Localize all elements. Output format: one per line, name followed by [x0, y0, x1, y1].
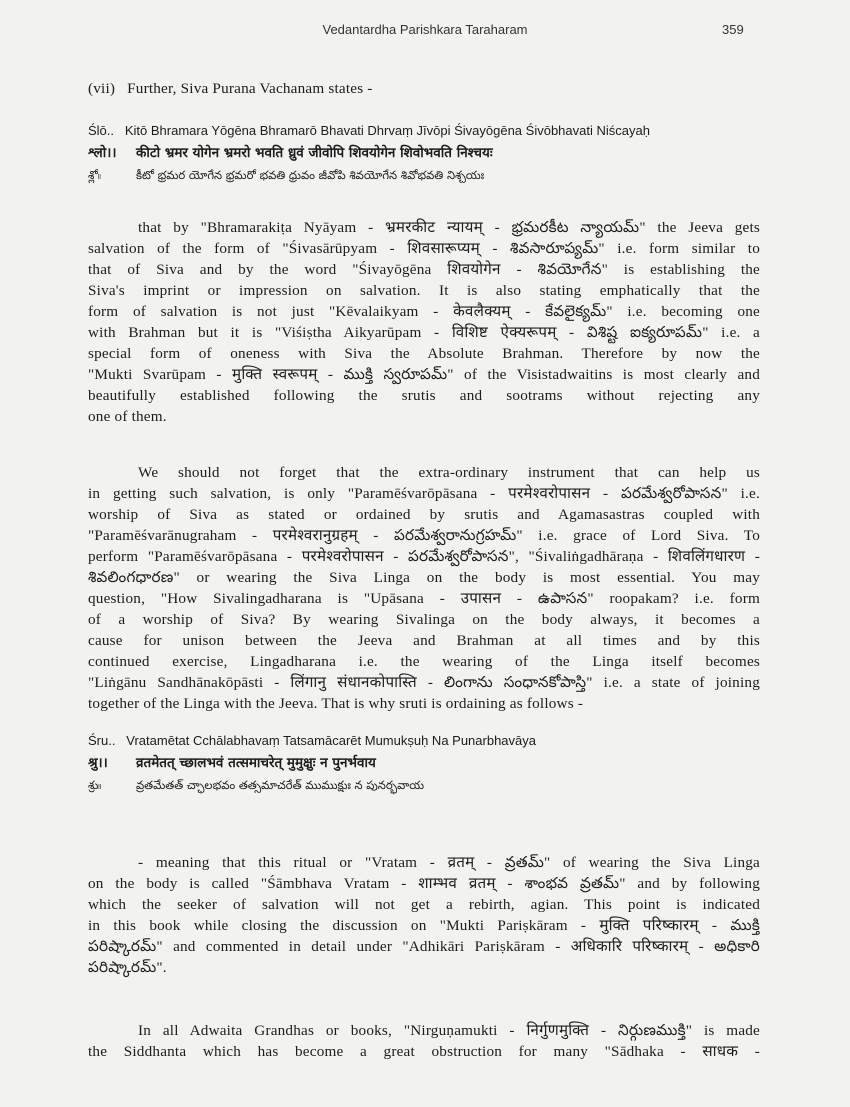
para1-line-7: special form of oneness with Siva the Absolute Brahman. Therefore by now the	[88, 345, 760, 362]
sloka-verse	[88, 120, 760, 186]
section-vii-intro: (vii) Further, Siva Purana Vachanam states -	[88, 80, 373, 97]
para4-line-1: In all Adwaita Grandhas or books, "Nirguṇamukti - निर्गुणमुक्ति - నిర్గుణముక్తి" is made	[138, 1022, 760, 1039]
para2-line-8: of a worship of Siva? By wearing Sivalinga on the body always, it becomes a	[88, 611, 760, 628]
para2-line-7: question, "How Sivalingadharana is "Upāsana - उपासन - ఉపాసన" roopakam? i.e. form	[88, 590, 760, 607]
paragraph-3	[88, 852, 760, 978]
para2-line-11: "Liṅgānu Sandhānakōpāsti - लिंगानु संधानकोपास्ति - లింగాను సంధానకోపాస్తి" i.e. a state of joining	[88, 674, 760, 691]
sruti-devanagari: व्रतमेतत् च्छालभवं तत्समाचरेत् मुमुक्षुः न पुनर्भवाय	[136, 755, 376, 771]
para2-line-9: cause for unison between the Jeeva and Brahman at all times and by this	[88, 632, 760, 649]
para2-line-1: We should not forget that the extra-ordinary instrument that can help us	[138, 464, 760, 481]
para1-line-4: Siva's imprint or impression on salvation. It is also stating emphatically that the	[88, 282, 760, 299]
sloka-telugu-prefix: శ్లో။	[88, 168, 102, 182]
sloka-devanagari-line	[88, 142, 760, 164]
sruti-telugu-prefix: శ్రు။	[88, 778, 102, 792]
para2-line-10: continued exercise, Lingadharana i.e. the wearing of the Linga itself becomes	[88, 653, 760, 670]
sruti-devanagari-prefix: श्रु।।	[88, 755, 108, 771]
para1-line-2: salvation of the form of "Śivasārūpyam - शिवसारूप्यम् - శివసారూప్యమ్" i.e. form similar to	[88, 240, 760, 257]
para2-line-4: "Paramēśvarānugraham - परमेश्वरानुग्रहम् - పరమేశ్వరానుగ్రహమ్" i.e. grace of Lord Siva. To	[88, 527, 760, 544]
para3-line-5: పరిష్కారమ్" and commented in detail under "Adhikāri Pariṣkāram - अधिकारि परिष्कारम् - అధికారి	[88, 938, 760, 955]
para4-line-2: the Siddhanta which has become a great obstruction for many "Sādhaka - साधक -	[88, 1043, 760, 1060]
para1-line-9: beautifully established following the srutis and sootrams without rejecting any	[88, 387, 760, 404]
para3-line-3: which the seeker of salvation will not get a rebirth, agian. This point is indicated	[88, 896, 760, 913]
sruti-roman: Śru.. Vratamētat Cchālabhavaṃ Tatsamācarēt Mumukṣuḥ Na Punarbhavāya	[88, 733, 536, 748]
sloka-roman: Ślō.. Kitō Bhramara Yōgēna Bhramarō Bhavati Dhrvaṃ Jīvōpi Śivayōgēna Śivōbhavati Niścayaḥ	[88, 123, 650, 138]
para1-line-6: with Brahman but it is "Viśiṣtha Aikyarūpam - विशिष्ट ऐक्यरूपम् - విశిష్ట ఐక్యరూపమ్" i.e. a	[88, 324, 760, 341]
para1-line-1: that by "Bhramarakiṭa Nyāyam - भ्रमरकीट न्यायम् - భ్రమరకీట న్యాయమ్" the Jeeva gets	[138, 219, 760, 236]
sruti-telugu-line	[88, 774, 760, 796]
page-number: 359	[722, 22, 744, 37]
para1-line-8: "Mukti Svarūpam - मुक्ति स्वरूपम् - ముక్తి స్వరూపమ్" of the Visistadwaitins is most clearly and	[88, 366, 760, 383]
sruti-devanagari-line	[88, 752, 760, 774]
paragraph-2	[88, 462, 760, 714]
paragraph-4	[88, 1020, 760, 1062]
sloka-devanagari-prefix: श्लो।।	[88, 145, 117, 161]
para2-line-3: worship of Siva as stated or ordained by srutis and Agamasastras coupled with	[88, 506, 760, 523]
para3-line-2: on the body is called "Śāmbhava Vratam - शाम्भव व्रतम् - శాంభవ వ్రతమ్" and by following	[88, 875, 760, 892]
sloka-devanagari: कीटो भ्रमर योगेन भ्रमरो भवति ध्रुवं जीवोपि शिवयोगेन शिवोभवति निश्चयः	[136, 145, 493, 161]
para3-line-1: - meaning that this ritual or "Vratam - व्रतम् - వ్రతమ్" of wearing the Siva Linga	[138, 854, 760, 871]
para1-line-10: one of them.	[88, 408, 167, 425]
para1-line-3: that of Siva and by the word "Śivayōgēna शिवयोगेन - శివయోగేన" is establishing the	[88, 261, 760, 278]
para3-line-4: in this book while closing the discussion on "Mukti Pariṣkāram - मुक्ति परिष्कारम् - ముక్తి	[88, 917, 760, 934]
section-heading	[88, 78, 760, 99]
sruti-telugu: వ్రతమేతత్ చ్ఛాలభవం తత్సమాచరేత్ ముముక్షుః న పునర్భవాయ	[136, 778, 425, 792]
para1-line-5: form of salvation is not just "Kēvalaikyam - केवलैक्यम् - కేవలైక్యమ్" i.e. becoming one	[88, 303, 760, 320]
para3-line-6: పరిష్కారమ్".	[88, 959, 167, 976]
paragraph-1	[88, 217, 760, 427]
para2-line-12: together of the Linga with the Jeeva. That is why sruti is ordaining as follows -	[88, 695, 584, 712]
para2-line-5: perform "Paramēśvarōpāsana - परमेश्वरोपासन - పరమేశ్వరోపాసన", "Śivaliṅgadhāraṇa - शिवलिंगधारण -	[88, 548, 760, 565]
sloka-telugu-line	[88, 164, 760, 186]
para2-line-2: in getting such salvation, is only "Paramēśvarōpāsana - परमेश्वरोपासन - పరమేశ్వరోపాసన" i.e.	[88, 485, 760, 502]
para2-line-6: శివలింగధారణ" or wearing the Siva Linga on the body is most essential. You may	[88, 569, 760, 586]
running-header-title: Vedantardha Parishkara Taraharam	[322, 22, 528, 37]
sruti-verse	[88, 730, 760, 796]
sloka-telugu: కీటో భ్రమర యోగేన భ్రమరో భవతి ధ్రువం జీవోపి శివయోగేన శివోభవతి నిశ్చయః	[136, 168, 485, 182]
